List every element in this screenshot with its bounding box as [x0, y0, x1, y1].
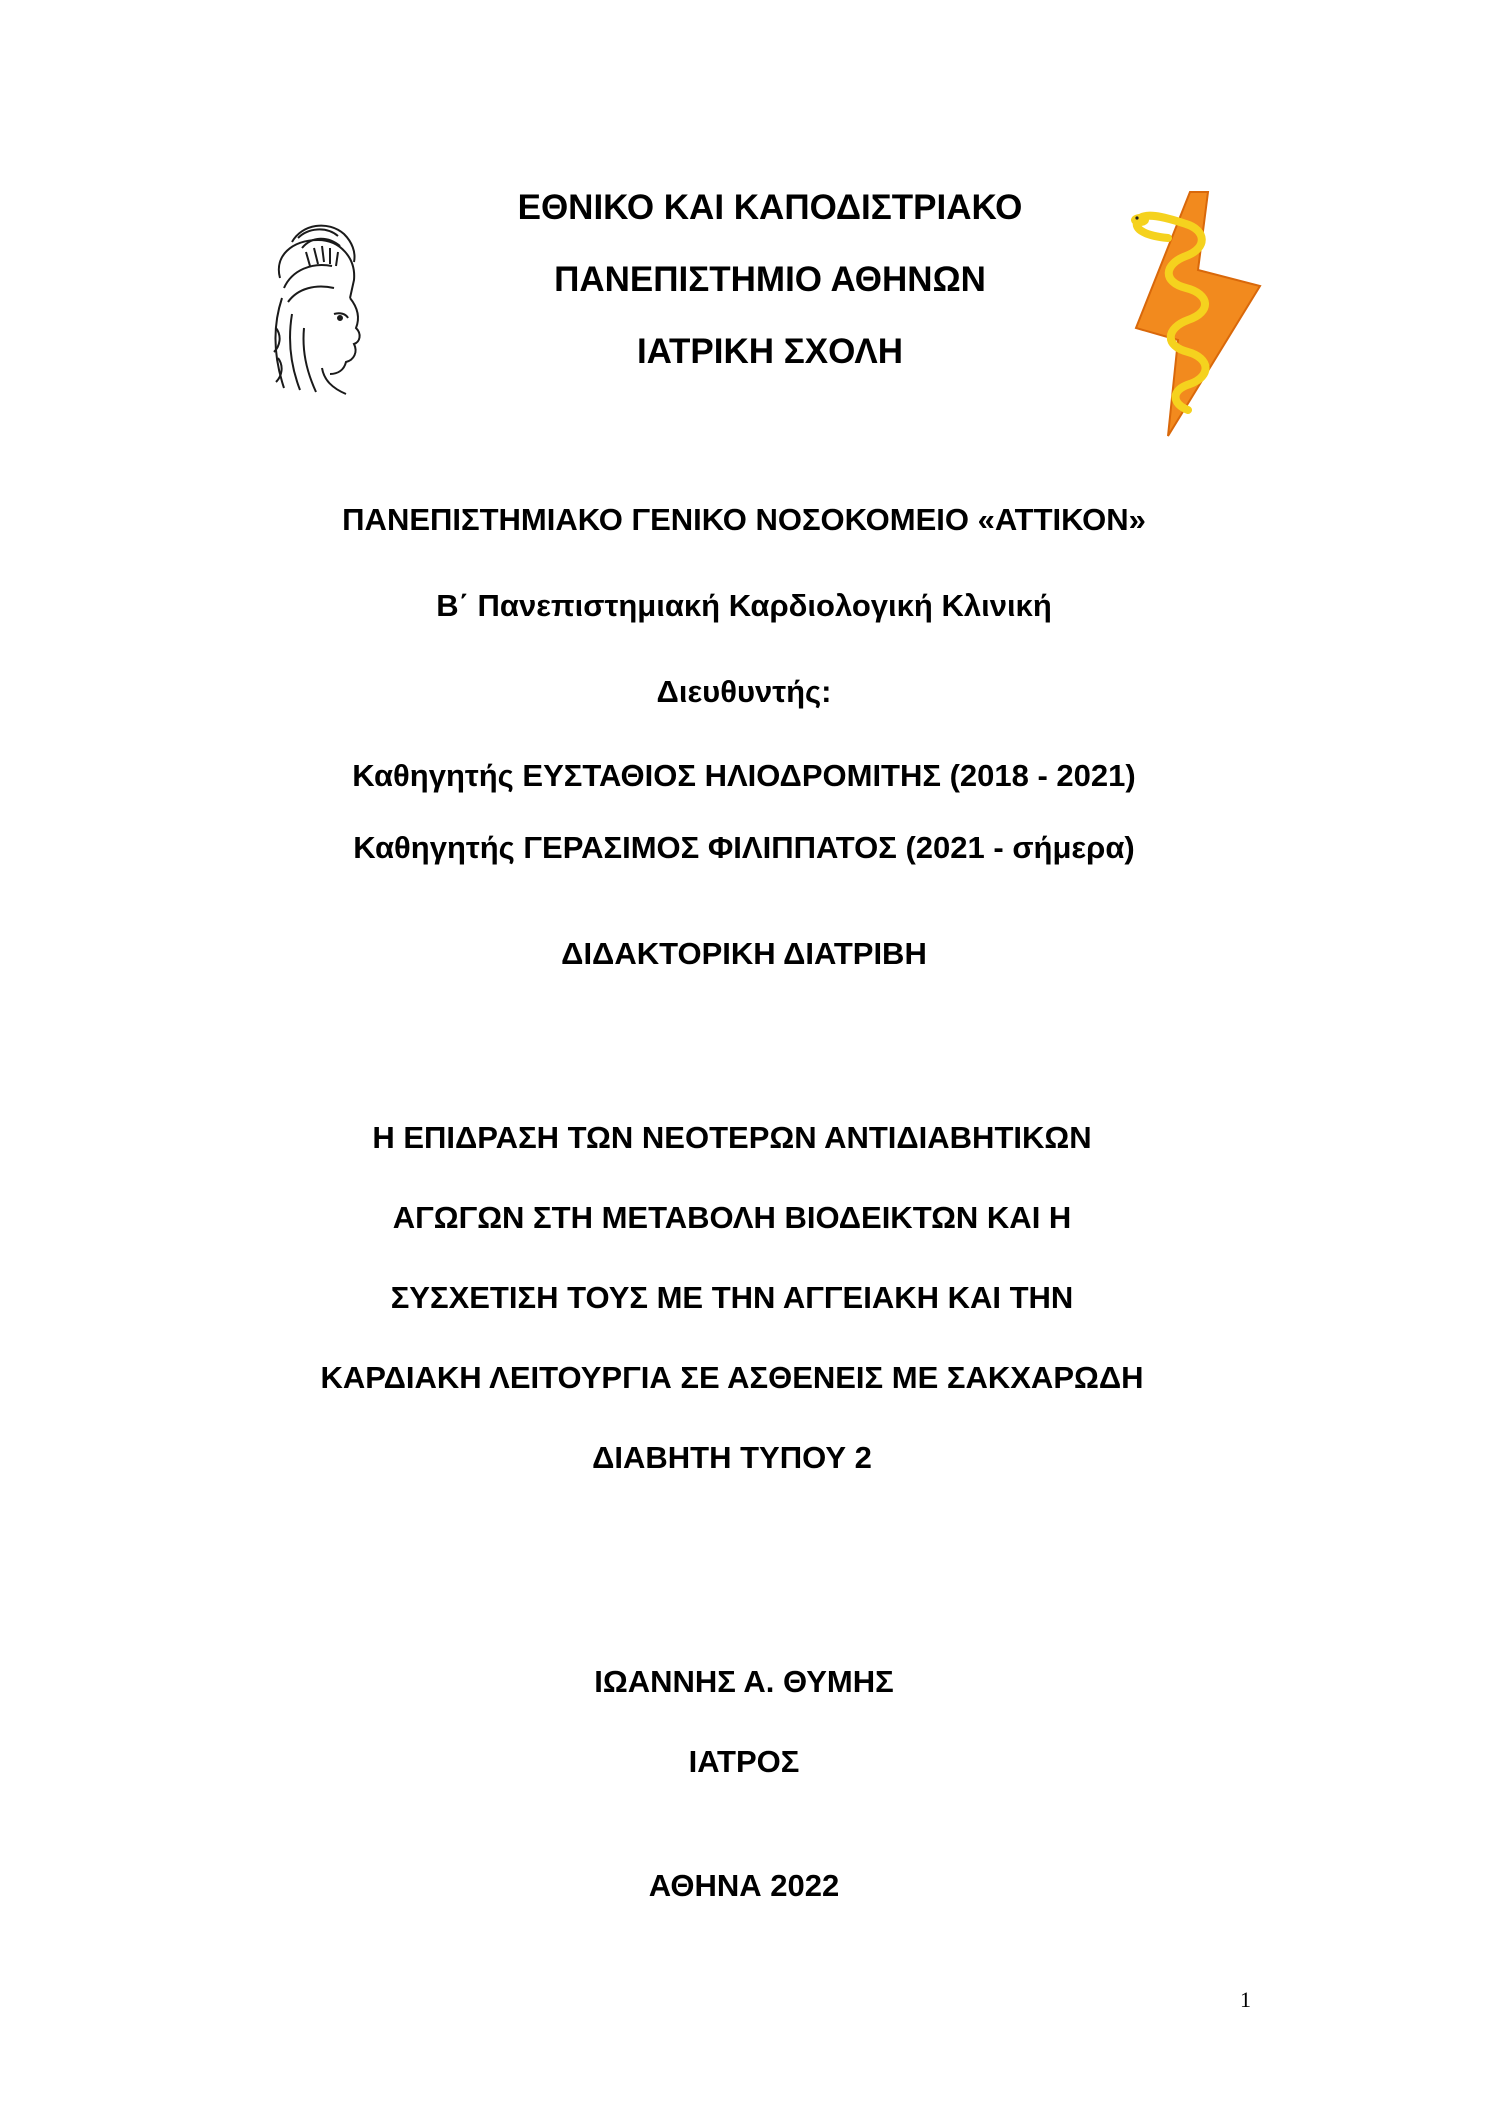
clinic-name: Β΄ Πανεπιστημιακή Καρδιολογική Κλινική [436, 588, 1052, 623]
author-profession: ΙΑΤΡΟΣ [688, 1744, 800, 1779]
university-name-line1: ΕΘΝΙΚΟ ΚΑΙ ΚΑΠΟΔΙΣΤΡΙΑΚΟ [517, 188, 1023, 227]
page-number: 1 [1240, 1987, 1251, 2012]
place-year: ΑΘΗΝΑ 2022 [648, 1868, 840, 1903]
thesis-title-line: ΣΥΣΧΕΤΙΣΗ ΤΟΥΣ ΜΕ ΤΗΝ ΑΓΓΕΙΑΚΗ ΚΑΙ ΤΗΝ [390, 1280, 1074, 1315]
thesis-title-line: ΚΑΡΔΙΑΚΗ ΛΕΙΤΟΥΡΓΙΑ ΣΕ ΑΣΘΕΝΕΙΣ ΜΕ ΣΑΚΧΑΡΩΔΗ [320, 1360, 1144, 1395]
school-name: ΙΑΤΡΙΚΗ ΣΧΟΛΗ [636, 332, 904, 371]
director-1: Καθηγητής ΕΥΣΤΑΘΙΟΣ ΗΛΙΟΔΡΟΜΙΤΗΣ (2018 - 2021) [352, 758, 1136, 793]
thesis-title-line: ΔΙΑΒΗΤΗ ΤΥΠΟΥ 2 [592, 1440, 872, 1475]
thesis-title-line: ΑΓΩΓΩΝ ΣΤΗ ΜΕΤΑΒΟΛΗ ΒΙΟΔΕΙΚΤΩΝ ΚΑΙ Η [392, 1200, 1072, 1235]
university-name-line2: ΠΑΝΕΠΙΣΤΗΜΙΟ ΑΘΗΝΩΝ [554, 260, 986, 299]
thesis-title-line: Η ΕΠΙΔΡΑΣΗ ΤΩΝ ΝΕΟΤΕΡΩΝ ΑΝΤΙΔΙΑΒΗΤΙΚΩΝ [372, 1120, 1092, 1155]
athena-head-icon [262, 218, 374, 402]
author-name: ΙΩΑΝΝΗΣ Α. ΘΥΜΗΣ [594, 1664, 894, 1699]
document-type: ΔΙΔΑΚΤΟΡΙΚΗ ΔΙΑΤΡΙΒΗ [561, 936, 927, 971]
director-2: Καθηγητής ΓΕΡΑΣΙΜΟΣ ΦΙΛΙΠΠΑΤΟΣ (2021 - σήμερα) [353, 830, 1135, 865]
director-label: Διευθυντής: [656, 674, 832, 709]
hospital-name: ΠΑΝΕΠΙΣΤΗΜΙΑΚΟ ΓΕΝΙΚΟ ΝΟΣΟΚΟΜΕΙΟ «ΑΤΤΙΚΟΝ» [342, 502, 1146, 537]
